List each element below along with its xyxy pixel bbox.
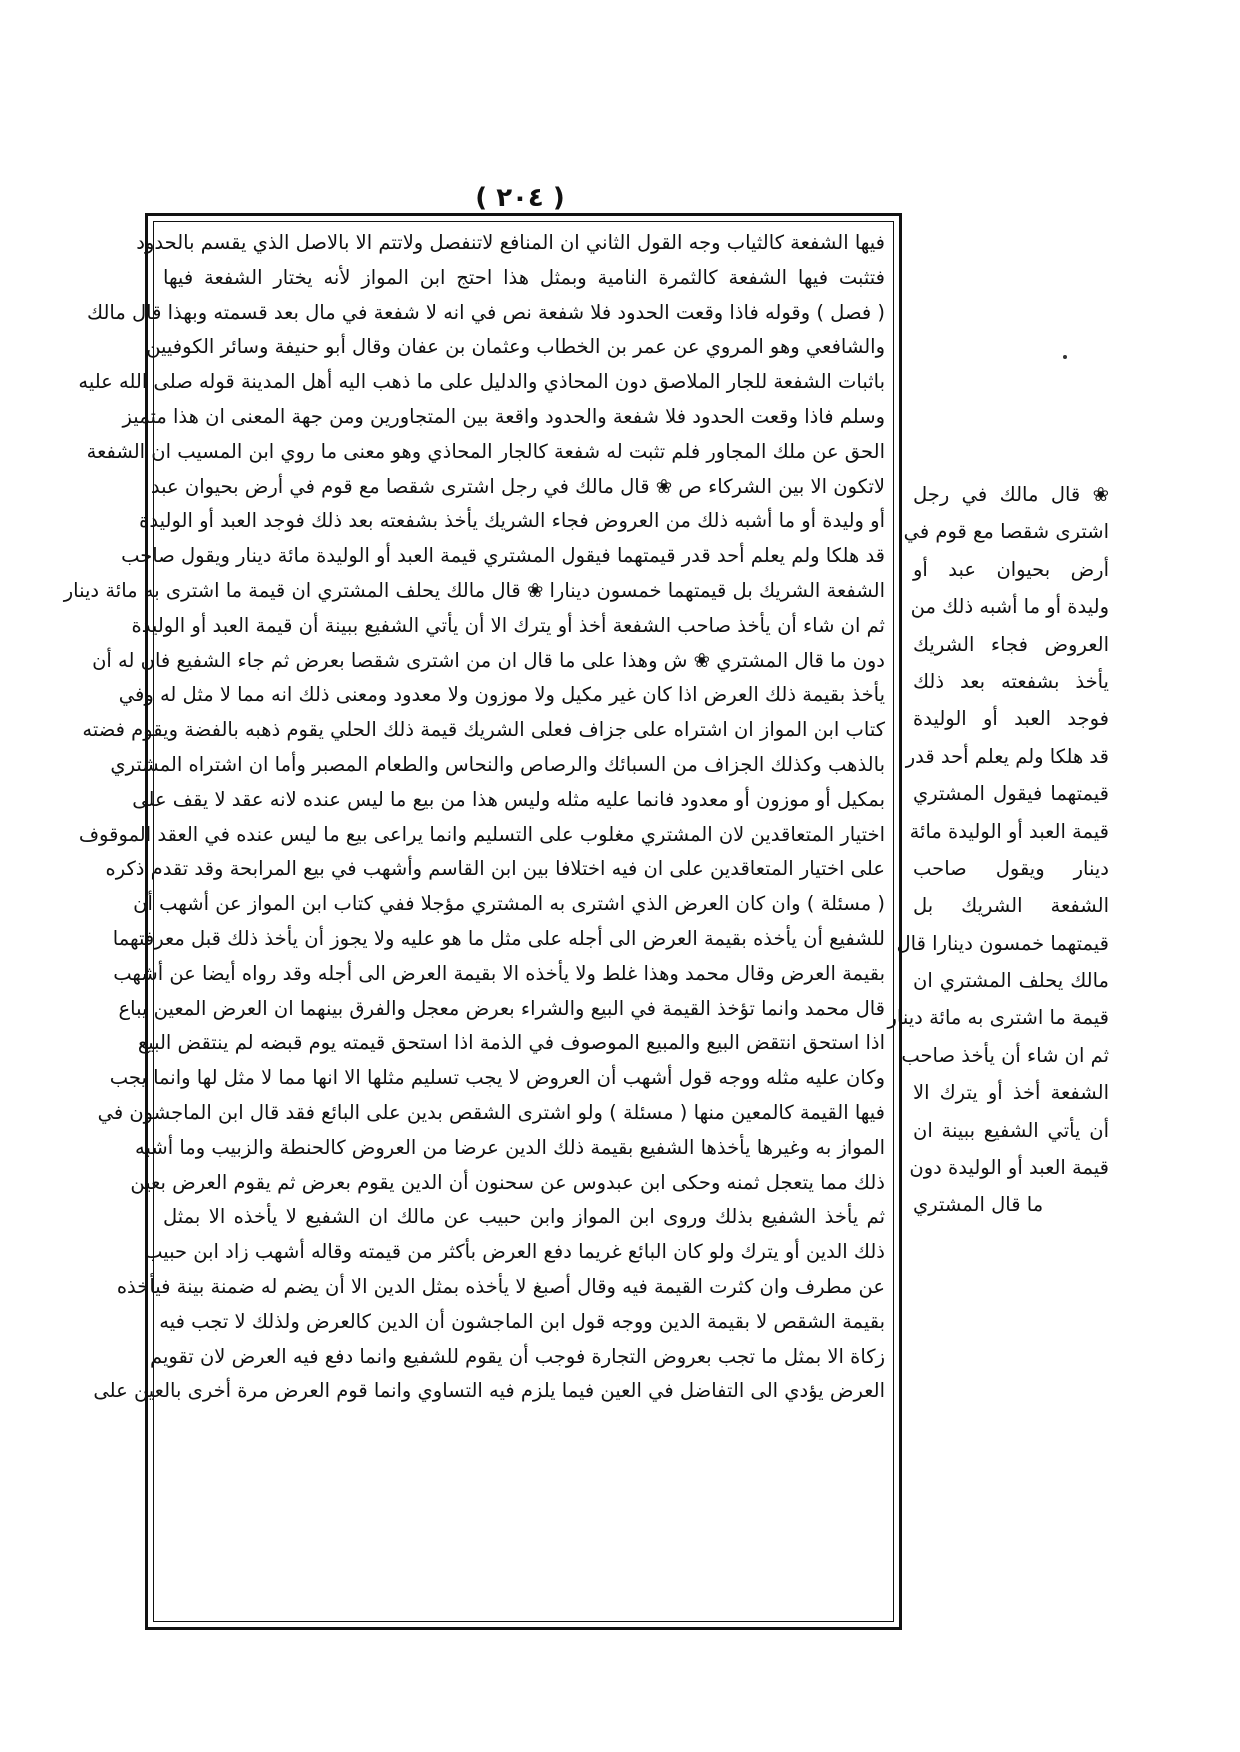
margin-note-column xyxy=(887,476,1109,1326)
main-text-line: الشفعة الشريك بل قيمتهما خمسون دينارا ❀ قال مالك يحلف المشتري ان قيمة ما اشترى به مائة دينار xyxy=(63,578,885,602)
main-text-line: اختيار المتعاقدين لان المشتري مغلوب على التسليم وانما يراعى بيع ما ليس عنده في العقد الموقوف xyxy=(78,822,885,846)
main-text-line: بالذهب وكذلك الجزاف من السبائك والرصاص والنحاس والطعام المصبر وأما ان اشتراه المشتري xyxy=(110,752,885,776)
margin-note-line: اشترى شقصا مع قوم في xyxy=(903,520,1109,544)
margin-note-line: قيمتهما خمسون دينارا قال xyxy=(896,931,1109,955)
margin-note-line: يأخذ بشفعته بعد ذلك xyxy=(913,669,1109,693)
margin-note-line: قيمتهما فيقول المشتري xyxy=(913,782,1109,806)
margin-note-line: الشفعة الشريك بل xyxy=(913,894,1109,918)
main-text-line: دون ما قال المشتري ❀ ش وهذا على ما قال ان من اشترى شقصا بعرض ثم جاء الشفيع فان له أن xyxy=(92,648,885,672)
main-text-line: بقيمة العرض وقال محمد وهذا غلط ولا يأخذه الا بقيمة العرض الى أجله وقد رواه أيضا عن أشهب xyxy=(113,961,885,985)
main-text-line: فيها القيمة كالمعين منها ( مسئلة ) ولو اشترى الشقص بدين على البائع فقد قال ابن الماجشون في xyxy=(97,1100,885,1124)
main-text-line: فيها الشفعة كالثياب وجه القول الثاني ان المنافع لاتنفصل ولاتتم الا بالاصل الذي يقسم بالحدود xyxy=(136,231,885,254)
main-text-line: أو وليدة أو ما أشبه ذلك من العروض فجاء الشريك يأخذ بشفعته بعد ذلك فوجد العبد أو الوليدة xyxy=(139,509,885,533)
margin-note-line: قيمة العبد أو الوليدة مائة xyxy=(909,819,1109,843)
margin-note-line: أن يأتي الشفيع ببينة ان xyxy=(913,1118,1109,1142)
main-text-line: والشافعي وهو المروي عن عمر بن الخطاب وعثمان بن عفان وقال أبو حنيفة وسائر الكوفيين xyxy=(146,335,885,359)
margin-dot-mark xyxy=(1063,355,1067,359)
page-number: ( ٢٠٤ ) xyxy=(475,183,565,213)
main-text-column xyxy=(63,226,885,1618)
main-text-line: الحق عن ملك المجاور فلم تثبت له شفعة كالجار المحاذي وهو معنى ما روي ابن المسيب ان الشفعة xyxy=(86,439,885,463)
main-text-line: زكاة الا بمثل ما تجب بعروض التجارة فوجب أن يقوم للشفيع وانما دفع فيه العرض لان تقويم xyxy=(150,1344,885,1368)
main-text-line: باثبات الشفعة للجار الملاصق دون المحاذي والدليل على ما ذهب اليه أهل المدينة قوله صلى الله عليه xyxy=(78,370,885,394)
main-text-line: وكان عليه مثله ووجه قول أشهب أن العروض لا يجب تسليم مثلها الا انها مما لا مثل لها وانما يجب xyxy=(109,1066,885,1090)
main-text-line: بمكيل أو موزون أو معدود فانما عليه مثله وليس هذا من بيع ما ليس عنده لانه عقد لا يقف على xyxy=(132,787,885,811)
margin-note-line: أرض بحيوان عبد أو xyxy=(913,557,1109,581)
main-text-line: لاتكون الا بين الشركاء ص ❀ قال مالك في رجل اشترى شقصا مع قوم في أرض بحيوان عبد xyxy=(150,474,885,498)
main-text-line: ( مسئلة ) وان كان العرض الذي اشترى به المشتري مؤجلا ففي كتاب ابن المواز عن أشهب أن xyxy=(133,892,885,916)
main-text-line: العرض يؤدي الى التفاضل في العين فيما يلزم فيه التساوي وانما قوم العرض مرة أخرى بالعين على xyxy=(93,1379,885,1403)
main-text-line: عن مطرف وان كثرت القيمة فيه وقال أصبغ لا يأخذه بمثل الدين الا أن يضم له ضمنة بينة فيأخذه xyxy=(116,1274,885,1298)
main-text-line: فتثبت فيها الشفعة كالثمرة النامية وبمثل هذا احتج ابن المواز لأنه يختار الشفعة فيها xyxy=(163,265,885,289)
main-text-line: قال محمد وانما تؤخذ القيمة في البيع والشراء بعرض معجل والفرق بينهما ان العرض المعين يباع xyxy=(118,996,885,1020)
margin-note-line: العروض فجاء الشريك xyxy=(913,632,1109,656)
main-text-line: على اختيار المتعاقدين على ان فيه اختلافا بين ابن القاسم وأشهب في بيع المرابحة وقد تقدم ذكره xyxy=(105,857,885,881)
margin-note-line: قيمة ما اشترى به مائة دينار xyxy=(887,1006,1109,1030)
main-text-line: كتاب ابن المواز ان اشتراه على جزاف فعلى الشريك قيمة ذلك الحلي يقوم ذهبه بالفضة ويقوم فضته xyxy=(82,718,885,742)
main-text-line: ثم يأخذ الشفيع بذلك وروى ابن المواز وابن حبيب عن مالك ان الشفيع لا يأخذه الا بمثل xyxy=(163,1205,885,1229)
margin-note-line: ❀ قال مالك في رجل xyxy=(913,483,1109,506)
margin-note-line: الشفعة أخذ أو يترك الا xyxy=(913,1081,1109,1105)
margin-note-line: قيمة العبد أو الوليدة دون xyxy=(909,1156,1109,1180)
margin-note-line: فوجد العبد أو الوليدة xyxy=(913,707,1109,731)
margin-note-line: وليدة أو ما أشبه ذلك من xyxy=(910,595,1109,619)
margin-note-line: ثم ان شاء أن يأخذ صاحب xyxy=(901,1043,1109,1067)
main-text-line: للشفيع أن يأخذه بقيمة العرض الى أجله على مثل ما هو عليه ولا يجوز أن يأخذ ذلك قبل معرفتهما xyxy=(112,926,885,950)
main-text-line: اذا استحق انتقض البيع والمبيع الموصوف في الذمة اذا استحق قيمته يوم قبضه لم ينتقض البيع xyxy=(137,1031,885,1055)
main-text-line: قد هلكا ولم يعلم أحد قدر قيمتهما فيقول المشتري قيمة العبد أو الوليدة مائة دينار ويقول صاحب xyxy=(121,544,885,568)
main-text-line: ذلك الدين أو يترك ولو كان البائع غريما دفع العرض بأكثر من قيمته وقاله أشهب زاد ابن حبيب xyxy=(144,1240,885,1264)
main-text-line: ثم ان شاء أن يأخذ صاحب الشفعة أخذ أو يترك الا أن يأتي الشفيع ببينة أن قيمة العبد أو الوليدة xyxy=(131,613,885,637)
margin-note-line: ما قال المشتري xyxy=(913,1193,1044,1217)
margin-note-line: مالك يحلف المشتري ان xyxy=(913,969,1109,993)
main-text-line: وسلم فاذا وقعت الحدود فلا شفعة والحدود واقعة بين المتجاورين ومن جهة المعنى ان هذا متميز xyxy=(122,404,885,428)
main-text-line: المواز به وغيرها يأخذها الشفيع بقيمة ذلك الدين عرضا من العروض كالحنطة والزبيب وما أشبه xyxy=(135,1135,885,1159)
main-text-line: بقيمة الشقص لا بقيمة الدين ووجه قول ابن الماجشون أن الدين كالعرض ولذلك لا تجب فيه xyxy=(159,1309,885,1333)
main-text-line: يأخذ بقيمة ذلك العرض اذا كان غير مكيل ولا موزون ولا معدود ومعنى ذلك انه مما لا مثل له وفي xyxy=(118,683,885,707)
margin-note-line: قد هلكا ولم يعلم أحد قدر xyxy=(905,744,1109,768)
main-text-line: ذلك مما يتعجل ثمنه وحكى ابن عبدوس عن سحنون أن الدين يقوم بعرض ثم يقوم العرض بعين xyxy=(130,1170,885,1194)
main-text-line: ( فصل ) وقوله فاذا وقعت الحدود فلا شفعة نص في انه لا شفعة في مال بعد قسمته وبهذا قال مالك xyxy=(87,300,885,324)
margin-note-line: دينار ويقول صاحب xyxy=(913,856,1109,880)
